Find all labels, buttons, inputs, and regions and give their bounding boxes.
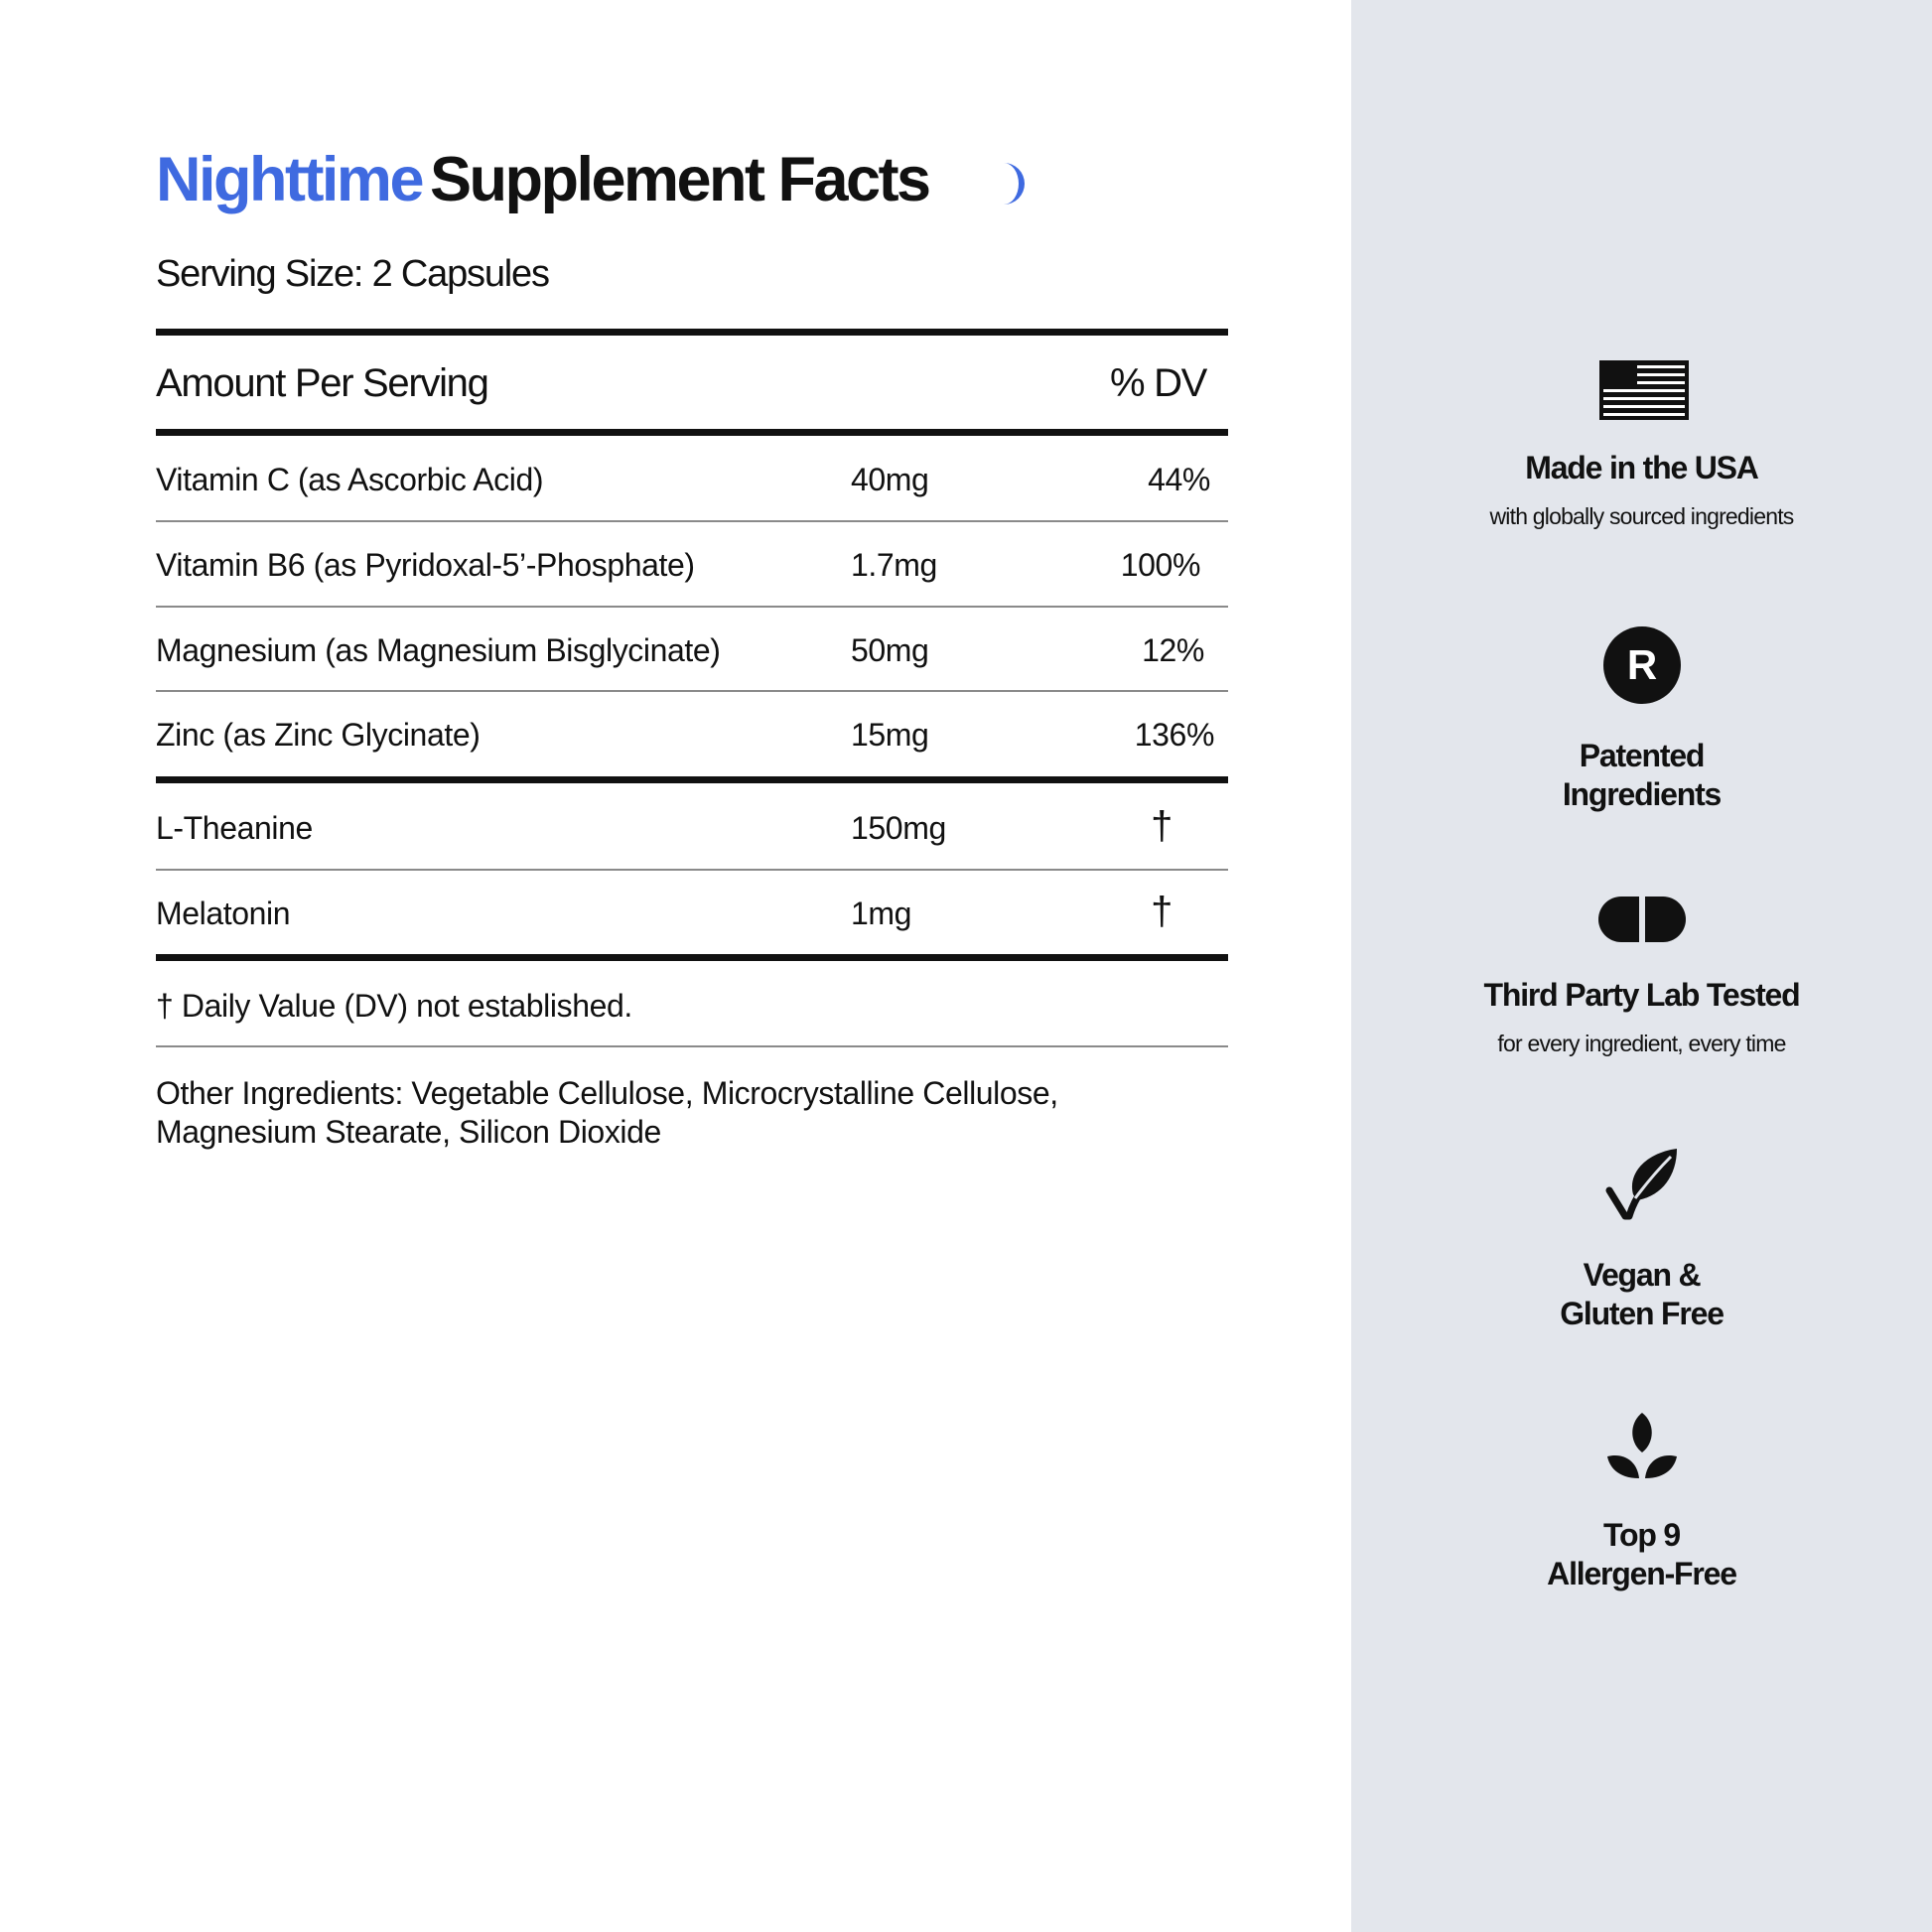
badge-vegan-gluten-free <box>1351 1145 1932 1343</box>
row-divider <box>156 520 1228 522</box>
badge-patented-ingredients <box>1351 625 1932 824</box>
table-row-name: L-Theanine <box>156 810 313 846</box>
table-row-name: Vitamin B6 (as Pyridoxal-5’-Phosphate) <box>156 547 695 583</box>
badge-made-in-usa <box>1351 357 1932 536</box>
table-row-name: Melatonin <box>156 896 291 931</box>
table-row-amount: 150mg <box>851 810 946 846</box>
row-divider <box>156 606 1228 608</box>
title-accent: Nighttime <box>156 145 422 214</box>
us-flag-icon <box>1599 360 1689 420</box>
badge-title: Made in the USA <box>1525 450 1758 485</box>
table-row-amount: 40mg <box>851 462 929 497</box>
table-row-name: Magnesium (as Magnesium Bisglycinate) <box>156 632 721 668</box>
table-row-name: Vitamin C (as Ascorbic Acid) <box>156 462 544 497</box>
badge-title-line1: Top 9 <box>1603 1517 1680 1553</box>
table-row-dv: 44% <box>1148 462 1210 497</box>
sprout-icon <box>1607 1413 1677 1480</box>
table-row-dv: † <box>1151 890 1173 933</box>
table-row-dv: 12% <box>1142 632 1204 668</box>
badge-subtitle: for every ingredient, every time <box>1497 1031 1786 1056</box>
badge-allergen-free <box>1351 1413 1932 1611</box>
dv-footnote: † Daily Value (DV) not established. <box>156 988 632 1024</box>
leaf-check-icon <box>1605 1147 1681 1222</box>
badge-title-line2: Allergen-Free <box>1547 1556 1736 1591</box>
table-row-amount: 1.7mg <box>851 547 937 583</box>
serving-size: Serving Size: 2 Capsules <box>156 253 549 295</box>
capsule-icon <box>1598 897 1686 942</box>
badge-title-line2: Gluten Free <box>1560 1296 1724 1331</box>
page-title <box>156 145 929 214</box>
header-bottom-rule <box>156 429 1228 436</box>
other-ingredients-line1: Other Ingredients: Vegetable Cellulose, Microcrystalline Cellulose, <box>156 1075 1058 1111</box>
badge-subtitle: with globally sourced ingredients <box>1489 503 1794 529</box>
table-row-amount: 50mg <box>851 632 929 668</box>
table-bottom-rule <box>156 954 1228 961</box>
footnote-divider <box>156 1045 1228 1047</box>
dv-header: % DV <box>1110 361 1207 405</box>
row-divider <box>156 690 1228 692</box>
moon-icon <box>994 157 1043 210</box>
table-row-dv: † <box>1151 804 1173 848</box>
badge-title: Third Party Lab Tested <box>1483 977 1800 1013</box>
title-main: Supplement Facts <box>429 145 929 214</box>
table-row-dv: 136% <box>1134 717 1214 753</box>
table-row-name: Zinc (as Zinc Glycinate) <box>156 717 481 753</box>
svg-text:R: R <box>1626 641 1658 688</box>
table-row-dv: 100% <box>1120 547 1200 583</box>
badge-title-line2: Ingredients <box>1562 776 1722 812</box>
section-rule <box>156 776 1228 783</box>
badge-title-line1: Patented <box>1579 738 1705 773</box>
registered-r-icon <box>1602 625 1682 705</box>
table-row-amount: 15mg <box>851 717 929 753</box>
table-row-amount: 1mg <box>851 896 912 931</box>
other-ingredients <box>156 1074 1149 1152</box>
badge-third-party-lab-tested <box>1351 897 1932 1065</box>
amount-per-serving-header: Amount Per Serving <box>156 361 488 405</box>
row-divider <box>156 869 1228 871</box>
badge-title-line1: Vegan & <box>1583 1257 1701 1293</box>
other-ingredients-line2: Magnesium Stearate, Silicon Dioxide <box>156 1114 661 1150</box>
table-top-rule <box>156 329 1228 336</box>
